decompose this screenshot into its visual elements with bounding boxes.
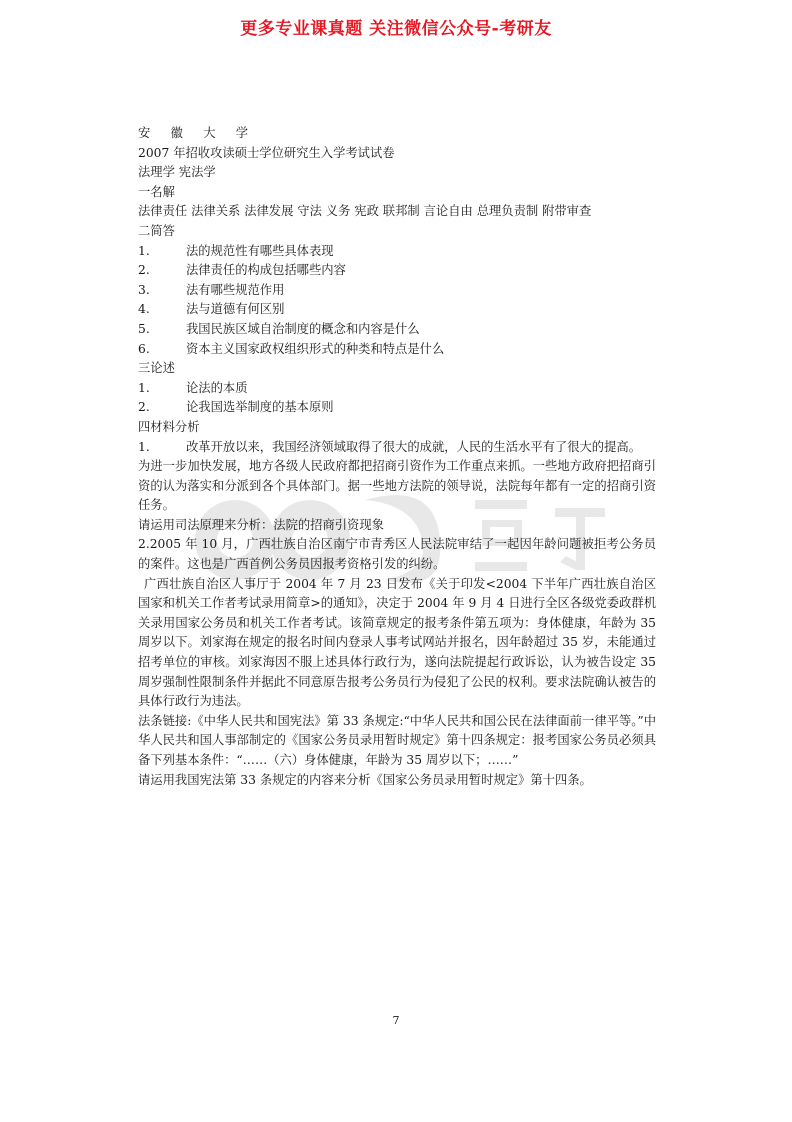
question-prompt: 请运用司法原理来分析：法院的招商引资现象: [138, 517, 384, 532]
question-number: 1.: [138, 380, 150, 395]
section-3-title: 三论述: [138, 361, 175, 376]
question-number: 5.: [138, 321, 150, 336]
question-item: [138, 340, 656, 360]
material-paragraph: 2.2005 年 10 月，广西壮族自治区南宁市青秀区人民法院审结了一起因年龄问题被拒考公务员的案件。这也是广西首例公务员因报考资格引发的纠纷。: [138, 537, 656, 572]
question-item: [138, 261, 656, 281]
exam-content: [138, 124, 656, 790]
question-text: 论法的本质: [186, 380, 248, 395]
section-4-title: 四材料分析: [138, 419, 200, 434]
question-number: 4.: [138, 302, 150, 317]
question-item: [138, 398, 656, 418]
section-1-title: 一名解: [138, 184, 175, 199]
header-banner: 更多专业课真题 关注微信公众号-考研友: [240, 19, 552, 39]
question-item: [138, 379, 656, 399]
question-prompt: 请运用我国宪法第 33 条规定的内容来分析《国家公务员录用暂时规定》第十四条。: [138, 772, 592, 787]
question-number: 2.: [138, 263, 150, 278]
exam-title: 2007 年招收攻读硕士学位研究生入学考试试卷: [138, 145, 395, 160]
question-number: 6.: [138, 341, 150, 356]
question-number: 3.: [138, 282, 150, 297]
question-text: 论我国选举制度的基本原则: [186, 400, 334, 415]
question-number: 2.: [138, 400, 150, 415]
university-name: 安 徽 大 学: [138, 126, 253, 140]
question-item: [138, 320, 656, 340]
material-paragraph: 为进一步加快发展，地方各级人民政府都把招商引资作为工作重点来抓。一些地方政府把招商引资的认为落实和分派到各个具体部门。据一些地方法院的领导说，法院每年都有一定的招商引资任务。: [138, 459, 656, 513]
question-text: 法有哪些规范作用: [186, 282, 285, 297]
section-1-terms: 法律责任 法律关系 法律发展 守法 义务 宪政 联邦制 言论自由 总理负责制 附带审查: [138, 204, 592, 219]
question-lead: 改革开放以来，我国经济领域取得了很大的成就，人民的生活水平有了很大的提高。: [186, 439, 641, 454]
question-item: [138, 300, 656, 320]
question-item: [138, 438, 656, 458]
exam-subject: 法理学 宪法学: [138, 165, 216, 180]
question-number: 1.: [138, 439, 150, 454]
question-text: 法与道德有何区别: [186, 302, 285, 317]
question-item: [138, 242, 656, 262]
question-item: [138, 281, 656, 301]
question-text: 法的规范性有哪些具体表现: [186, 243, 334, 258]
page-number: 7: [392, 1014, 400, 1027]
material-paragraph: 广西壮族自治区人事厅于 2004 年 7 月 23 日发布《关于印发<2004 下半年广西壮族自治区国家和机关工作者考试录用简章>的通知》，决定于 2004 年 9 月 4 日进行全区各级党委政群机关录用国家公务员和机关工作者考试。该简章规定的报考条件第五项为：身体健康，年龄为 35 周岁以下。刘家海在规定的报名时间内登录人事考试网站并报名，因年龄超过 35 岁，未能通过招考单位的审核。刘家海因不服上述具体行政行为，遂向法院提起行政诉讼，认为被告设定 35 周岁强制性限制条件并据此不同意原告报考公务员行为侵犯了公民的权利。要求法院确认被告的具体行政行为违法。: [138, 576, 656, 709]
question-text: 资本主义国家政权组织形式的种类和特点是什么: [186, 341, 445, 356]
section-2-title: 二简答: [138, 223, 175, 238]
law-reference: 法条链接:《中华人民共和国宪法》第 33 条规定:“中华人民共和国公民在法律面前一律平等。”中华人民共和国人事部制定的《国家公务员录用暂时规定》第十四条规定：报考国家公务员必须具备下列基本条件：“……（六）身体健康，年龄为 35 周岁以下；……”: [138, 713, 656, 767]
question-text: 法律责任的构成包括哪些内容: [186, 263, 346, 278]
question-text: 我国民族区域自治制度的概念和内容是什么: [186, 321, 420, 336]
question-number: 1.: [138, 243, 150, 258]
